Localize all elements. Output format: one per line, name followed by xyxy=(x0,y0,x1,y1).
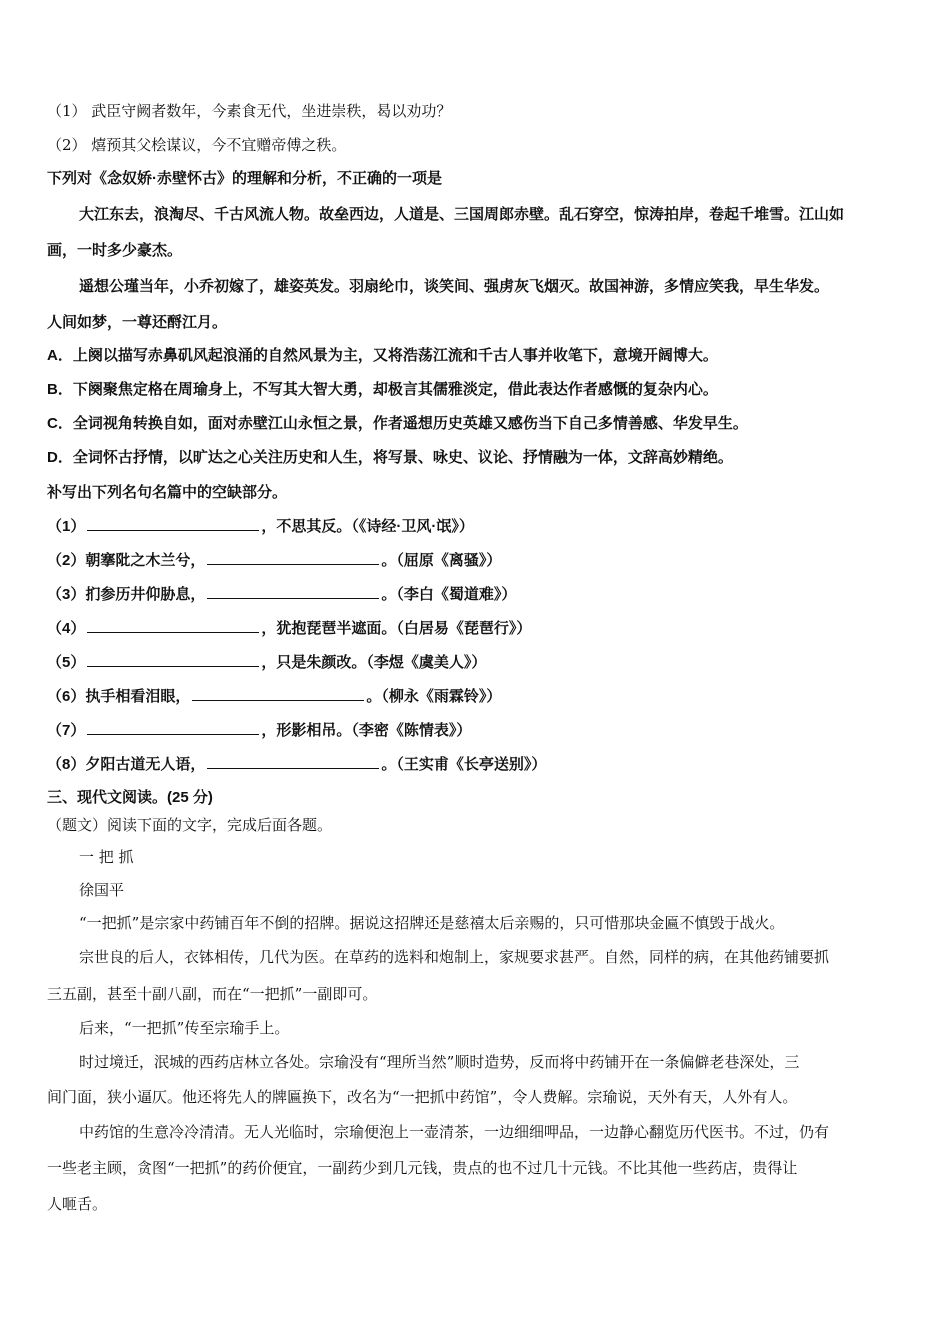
poem-line: 遥想公瑾当年，小乔初嫁了，雄姿英发。羽扇纶巾，谈笑间、强虏灰飞烟灭。故国神游，多情应笑我，早生华发。 xyxy=(79,277,830,295)
option-a: A．上阕以描写赤鼻矶风起浪涌的自然风景为主，又将浩荡江流和千古人事并收笔下，意境开阔博大。 xyxy=(47,347,718,364)
item-prefix: （3）扪参历井仰胁息， xyxy=(47,586,206,603)
poem-line: 大江东去，浪淘尽、千古风流人物。故垒西边，人道是、三国周郎赤壁。乱石穿空，惊涛拍岸，卷起千堆雪。江山如 xyxy=(79,205,845,223)
fill-blank-item xyxy=(47,686,501,707)
item-suffix: 。（李白《蜀道难》） xyxy=(381,586,517,603)
item-suffix: ，不思其反。（《诗经·卫风·氓》） xyxy=(261,518,474,535)
answer-blank[interactable] xyxy=(87,516,259,531)
translation-item: （1） 武臣守阙者数年，今素食无代，坐进崇秩，曷以劝功？ xyxy=(47,102,452,120)
fill-blank-item xyxy=(47,584,516,605)
answer-blank[interactable] xyxy=(192,686,364,701)
story-title: 一 把 抓 xyxy=(79,848,134,866)
item-prefix: （8）夕阳古道无人语， xyxy=(47,756,206,773)
section-heading: 三、现代文阅读。(25 分) xyxy=(47,789,213,806)
fill-blank-item xyxy=(47,516,474,537)
poem-line: 人间如梦，一尊还酹江月。 xyxy=(47,313,228,331)
story-author: 徐国平 xyxy=(79,881,125,899)
item-suffix: ，犹抱琵琶半遮面。（白居易《琵琶行》） xyxy=(261,620,532,637)
answer-blank[interactable] xyxy=(87,618,259,633)
story-paragraph: 时过境迁，泯城的西药店林立各处。宗瑜没有“理所当然”顺时造势，反而将中药铺开在一条偏僻老巷深处，三 xyxy=(79,1053,800,1071)
item-prefix: （7） xyxy=(47,722,86,739)
fill-blank-item xyxy=(47,720,471,741)
item-prefix: （6）执手相看泪眼， xyxy=(47,688,191,705)
item-prefix: （5） xyxy=(47,654,86,671)
item-suffix: 。（王实甫《长亭送别》） xyxy=(381,756,547,773)
story-paragraph: 中药馆的生意冷冷清清。无人光临时，宗瑜便泡上一壶清茶，一边细细呷品，一边静心翻览历代医书。不过，仍有 xyxy=(79,1123,830,1141)
answer-blank[interactable] xyxy=(207,754,379,769)
answer-blank[interactable] xyxy=(207,550,379,565)
fill-blank-title: 补写出下列名句名篇中的空缺部分。 xyxy=(47,484,288,501)
item-suffix: 。（柳永《雨霖铃》） xyxy=(366,688,502,705)
story-paragraph: 宗世良的后人，衣钵相传，几代为医。在草药的选料和炮制上，家规要求甚严。自然，同样的病，在其他药铺要抓 xyxy=(79,948,830,966)
translation-item: （2） 熺预其父桧谋议，今不宜赠帝傅之秩。 xyxy=(47,136,347,154)
fill-blank-item xyxy=(47,652,486,673)
section-instruction: （题文）阅读下面的文字，完成后面各题。 xyxy=(47,816,333,834)
answer-blank[interactable] xyxy=(87,720,259,735)
story-paragraph: “一把抓”是宗家中药铺百年不倒的招牌。据说这招牌还是慈禧太后亲赐的，只可惜那块金匾不慎毁于战火。 xyxy=(79,914,785,932)
answer-blank[interactable] xyxy=(87,652,259,667)
question-stem: 下列对《念奴娇·赤壁怀古》的理解和分析，不正确的一项是 xyxy=(47,170,442,187)
answer-blank[interactable] xyxy=(207,584,379,599)
option-c: C．全词视角转换自如，面对赤壁江山永恒之景，作者遥想历史英雄又感伤当下自己多情善感、华发早生。 xyxy=(47,415,748,432)
option-b: B．下阕聚焦定格在周瑜身上，不写其大智大勇，却极言其儒雅淡定，借此表达作者感慨的复杂内心。 xyxy=(47,381,718,398)
item-prefix: （4） xyxy=(47,620,86,637)
item-suffix: ，只是朱颜改。（李煜《虞美人》） xyxy=(261,654,487,671)
story-paragraph: 人咂舌。 xyxy=(47,1195,108,1213)
story-paragraph: 后来，“一把抓”传至宗瑜手上。 xyxy=(79,1019,290,1037)
story-paragraph: 一些老主顾，贪图“一把抓”的药价便宜，一副药少到几元钱，贵点的也不过几十元钱。不比其他一些药店，贵得让 xyxy=(47,1159,798,1177)
story-paragraph: 三五副，甚至十副八副，而在“一把抓”一副即可。 xyxy=(47,985,378,1003)
fill-blank-item xyxy=(47,754,546,775)
story-paragraph: 间门面，狭小逼仄。他还将先人的牌匾换下，改名为“一把抓中药馆”，令人费解。宗瑜说，天外有天，人外有人。 xyxy=(47,1088,798,1106)
poem-line: 画，一时多少豪杰。 xyxy=(47,241,183,259)
fill-blank-item xyxy=(47,618,531,639)
item-prefix: （2）朝搴阰之木兰兮， xyxy=(47,552,206,569)
item-prefix: （1） xyxy=(47,518,86,535)
fill-blank-item xyxy=(47,550,501,571)
item-suffix: 。（屈原《离骚》） xyxy=(381,552,502,569)
option-d: D．全词怀古抒情，以旷达之心关注历史和人生，将写景、咏史、议论、抒情融为一体，文辞高妙精绝。 xyxy=(47,449,733,466)
item-suffix: ，形影相吊。（李密《陈情表》） xyxy=(261,722,472,739)
